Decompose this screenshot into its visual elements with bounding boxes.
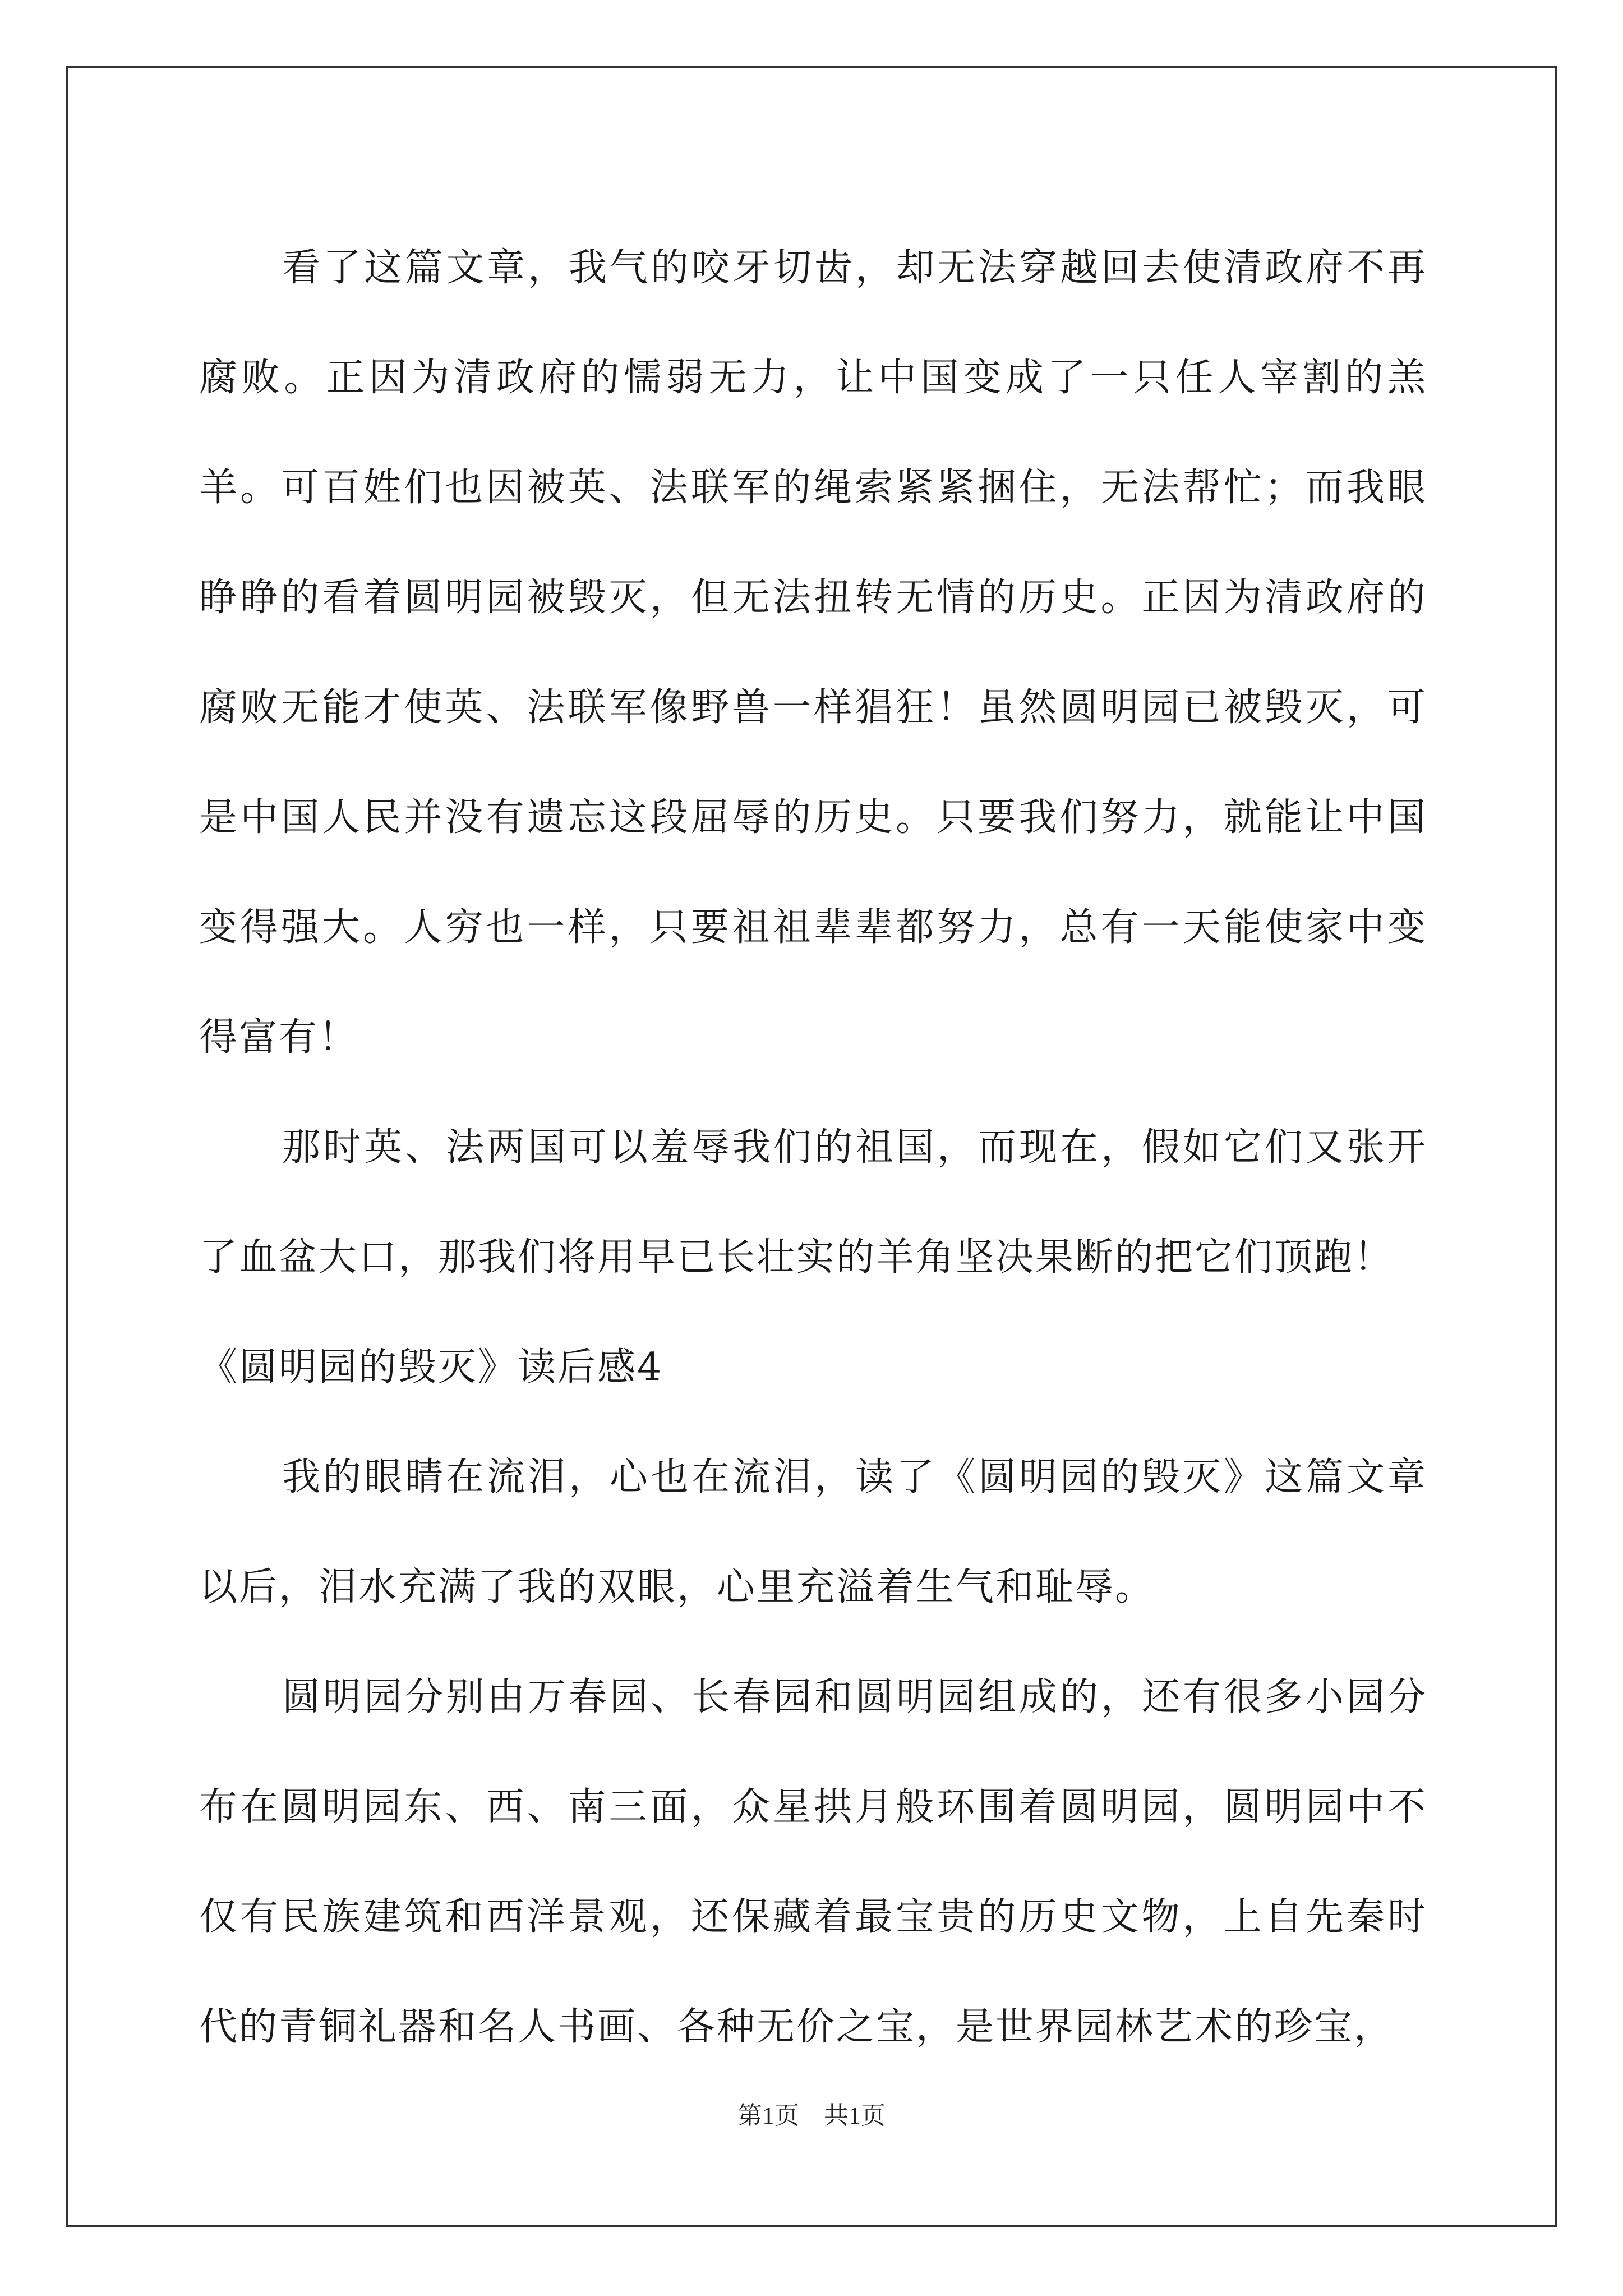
paragraph-3: 我的眼睛在流泪，心也在流泪，读了《圆明园的毁灭》这篇文章以后，泪水充满了我的双眼，心里充溢着生气和耻辱。 — [199, 1455, 1427, 1609]
paragraph-1: 看了这篇文章，我气的咬牙切齿，却无法穿越回去使清政府不再腐败。正因为清政府的懦弱无力，让中国变成了一只任人宰割的羔羊。可百姓们也因被英、法联军的绳索紧紧捆住，无法帮忙；而我眼睁睁的看着圆明园被毁灭，但无法扭转无情的历史。正因为清政府的腐败无能才使英、法联军像野兽一样猖狂！虽然圆明园已被毁灭，可是中国人民并没有遗忘这段屈辱的历史。只要我们努力，就能让中国变得强大。人穷也一样，只要祖祖辈辈都努力，总有一天能使家中变得富有！ — [199, 246, 1427, 1060]
page-total: 共1页 — [824, 2102, 886, 2129]
page-footer — [0, 2095, 1623, 2131]
document-body — [199, 213, 1427, 2082]
page-number: 第1页 — [737, 2102, 799, 2129]
paragraph-2: 那时英、法两国可以羞辱我们的祖国，而现在，假如它们又张开了血盆大口，那我们将用早已长壮实的羊角坚决果断的把它们顶跑！ — [199, 1125, 1427, 1280]
paragraph-4: 圆明园分别由万春园、长春园和圆明园组成的，还有很多小园分布在圆明园东、西、南三面，众星拱月般环围着圆明园，圆明园中不仅有民族建筑和西洋景观，还保藏着最宝贵的历史文物，上自先秦时代的青铜礼器和名人书画、各种无价之宝，是世界园林艺术的珍宝， — [199, 1675, 1427, 2049]
section-heading: 《圆明园的毁灭》读后感4 — [199, 1345, 663, 1389]
